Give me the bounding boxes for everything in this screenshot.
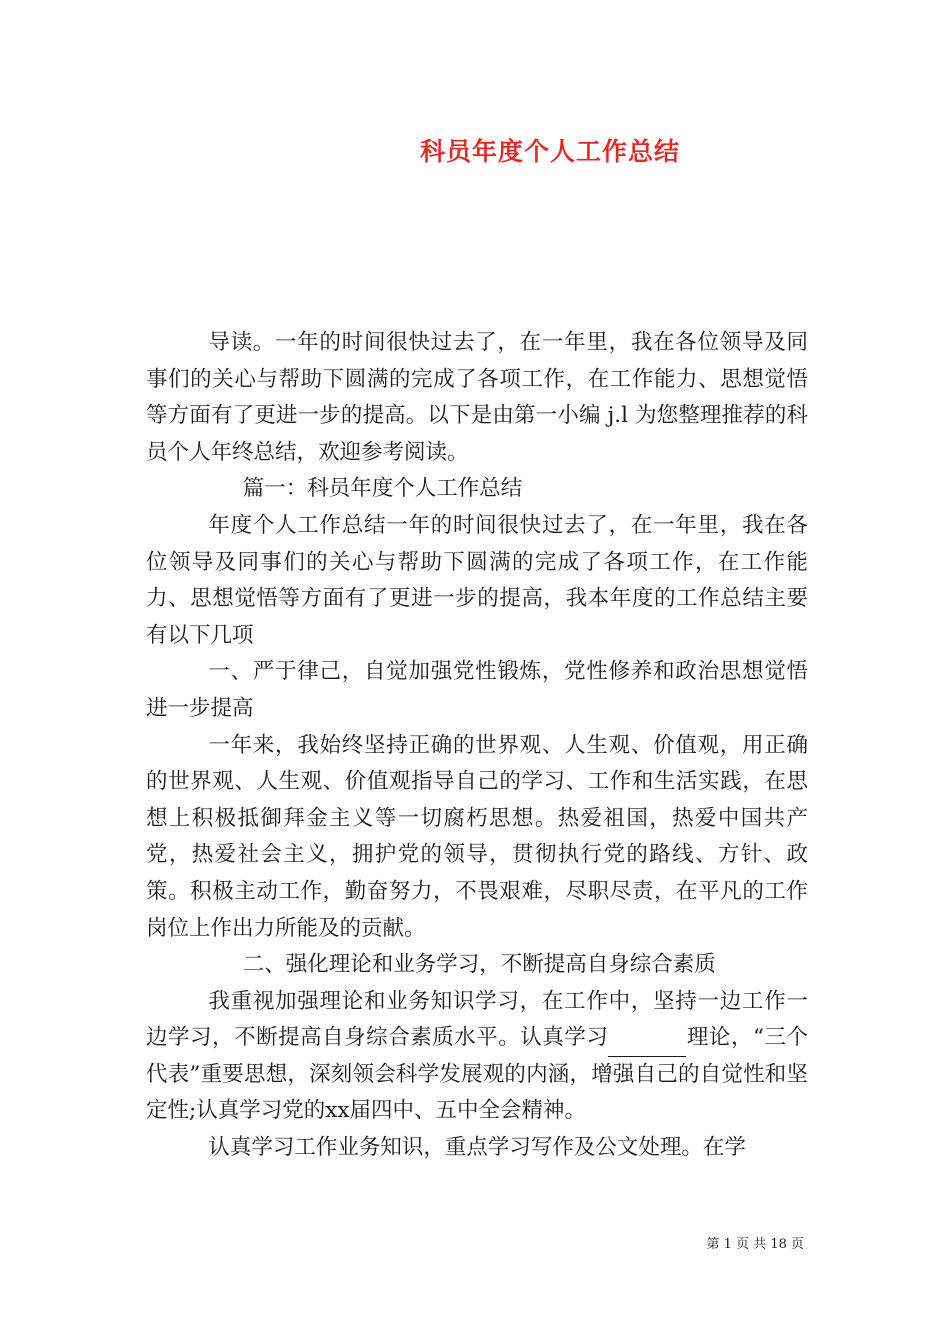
intro-paragraph: 导读。一年的时间很快过去了，在一年里，我在各位领导及同事们的关心与帮助下圆满的完成了各项工作，在工作能力、思想觉悟等方面有了更进一步的提高。以下是由第一小编 j.l 为您整理推荐的科员个人年终总结，欢迎参考阅读。 [146, 330, 808, 465]
page-number-footer: 第 1 页 共 18 页 [706, 1237, 804, 1252]
section-heading-one: 一、严于律己，自觉加强党性锻炼，党性修养和政治思想觉悟进一步提高 [146, 659, 808, 721]
document-body [146, 325, 808, 1167]
paragraph-business-study: 认真学习工作业务知识，重点学习写作及公文处理。在学 [208, 1135, 746, 1161]
paragraph-worldview: 一年来，我始终坚持正确的世界观、人生观、价值观，用正确的世界观、人生观、价值观指导自己的学习、工作和生活实践，在思想上积极抵御拜金主义等一切腐朽思想。热爱祖国，热爱中国共产党，热爱社会主义，拥护党的领导，贯彻执行党的路线、方针、政策。积极主动工作，勤奋努力，不畏艰难，尽职尽责，在平凡的工作岗位上作出力所能及的贡献。 [146, 732, 808, 941]
section-heading-two: 二、强化理论和业务学习，不断提高自身综合素质 [242, 952, 716, 978]
blank-underline [608, 1034, 686, 1057]
paragraph-study-end: 理论，“三个代表”重要思想，深刻领会科学发展观的内涵，增强自己的自觉性和坚定性;认真学习党的xx届四中、五中全会精神。 [146, 1025, 808, 1124]
document-title: 科员年度个人工作总结 [419, 137, 680, 166]
summary-paragraph: 年度个人工作总结一年的时间很快过去了，在一年里，我在各位领导及同事们的关心与帮助下圆满的完成了各项工作，在工作能力、思想觉悟等方面有了更进一步的提高，我本年度的工作总结主要有以下几项 [146, 512, 808, 648]
paragraph-study [146, 984, 808, 1130]
section-heading-part-one: 篇一：科员年度个人工作总结 [242, 476, 523, 502]
paragraph-study-start: 我重视加强理论和业务知识学习，在工作中，坚持一边工作一边学习，不断提高自身综合素质水平。认真学习 [146, 988, 808, 1051]
